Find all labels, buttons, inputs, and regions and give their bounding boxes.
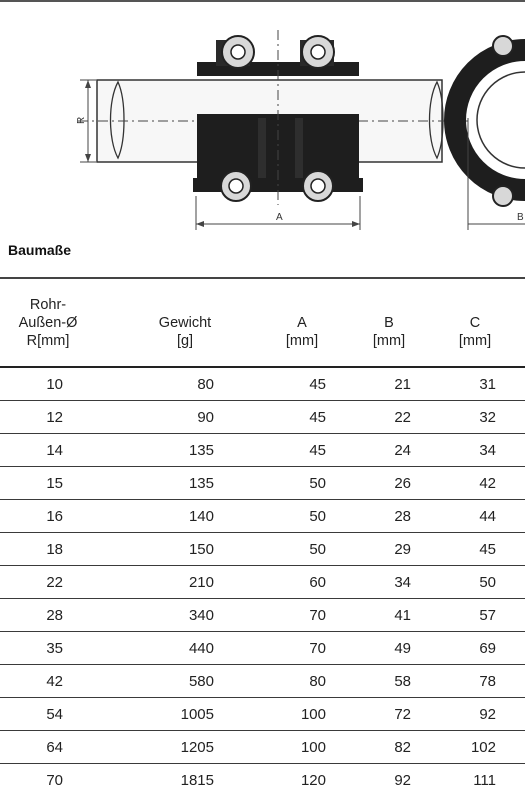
weight-cell: 340 [63, 599, 214, 632]
c-cell: 78 [411, 665, 496, 698]
row-padding [496, 500, 525, 533]
c-cell: 102 [411, 731, 496, 764]
table-row [0, 401, 525, 434]
table-row [0, 698, 525, 731]
b-cell: 41 [326, 599, 411, 632]
header-a: A [mm] [285, 315, 319, 349]
weight-cell: 210 [63, 566, 214, 599]
c-cell: 31 [411, 368, 496, 401]
row-padding [496, 401, 525, 434]
row-padding [496, 764, 525, 797]
row-padding [496, 665, 525, 698]
label-r: R [76, 116, 87, 124]
outer-diameter-cell: 14 [0, 434, 63, 467]
c-cell: 42 [411, 467, 496, 500]
header-weight: Gewicht [g] [158, 315, 212, 349]
c-cell: 111 [473, 771, 496, 789]
a-cell: 100 [214, 698, 326, 731]
a-cell: 50 [214, 500, 326, 533]
b-cell: 24 [326, 434, 411, 467]
table-row [0, 368, 525, 401]
table-row [0, 533, 525, 566]
header-c: C [mm] [458, 315, 492, 349]
weight-cell: 580 [63, 665, 214, 698]
table-row [0, 566, 525, 599]
a-cell: 100 [214, 731, 326, 764]
outer-diameter-cell: 16 [0, 500, 63, 533]
table-row [0, 467, 525, 500]
a-cell: 60 [214, 566, 326, 599]
a-cell: 70 [214, 632, 326, 665]
weight-cell: 1005 [63, 698, 214, 731]
weight-cell: 140 [63, 500, 214, 533]
a-cell: 45 [214, 434, 326, 467]
b-cell: 21 [326, 368, 411, 401]
a-cell: 80 [214, 665, 326, 698]
weight-cell: 135 [63, 467, 214, 500]
b-cell: 28 [326, 500, 411, 533]
outer-diameter-cell: 64 [0, 731, 63, 764]
row-padding [496, 731, 525, 764]
c-cell: 69 [411, 632, 496, 665]
c-cell: 34 [411, 434, 496, 467]
header-outer-diameter: Rohr- Außen-Ø R[mm] [18, 297, 78, 349]
row-padding [496, 533, 525, 566]
row-padding [496, 599, 525, 632]
weight-cell: 1815 [180, 771, 214, 789]
row-padding [496, 698, 525, 731]
outer-diameter-cell: 42 [0, 665, 63, 698]
outer-diameter-cell: 28 [0, 599, 63, 632]
b-cell: 22 [326, 401, 411, 434]
outer-diameter-cell: 10 [0, 368, 63, 401]
c-cell: 32 [411, 401, 496, 434]
label-b: B [517, 212, 524, 223]
header-b: B [mm] [372, 315, 406, 349]
b-cell: 29 [326, 533, 411, 566]
outer-diameter-cell: 12 [0, 401, 63, 434]
outer-diameter-cell: 70 [46, 771, 63, 789]
c-cell: 50 [411, 566, 496, 599]
row-padding [496, 368, 525, 401]
c-cell: 44 [411, 500, 496, 533]
outer-diameter-cell: 35 [0, 632, 63, 665]
b-cell: 49 [326, 632, 411, 665]
table-row [0, 632, 525, 665]
a-cell: 70 [214, 599, 326, 632]
c-cell: 45 [411, 533, 496, 566]
table-row [0, 665, 525, 698]
b-cell: 72 [326, 698, 411, 731]
row-padding [496, 434, 525, 467]
a-cell: 45 [214, 368, 326, 401]
dimension-a [196, 196, 360, 230]
c-cell: 92 [411, 698, 496, 731]
label-a: A [276, 212, 283, 223]
b-cell: 34 [326, 566, 411, 599]
weight-cell: 150 [63, 533, 214, 566]
row-padding [496, 632, 525, 665]
table-row [0, 434, 525, 467]
a-cell: 45 [214, 401, 326, 434]
row-padding [496, 467, 525, 500]
weight-cell: 440 [63, 632, 214, 665]
clamp-end-view [455, 36, 525, 230]
weight-cell: 1205 [63, 731, 214, 764]
title-rule [0, 277, 525, 279]
dimensions-table [0, 368, 525, 796]
b-cell: 92 [394, 771, 411, 789]
table-row [0, 764, 525, 797]
a-cell: 50 [214, 467, 326, 500]
b-cell: 26 [326, 467, 411, 500]
weight-cell: 80 [63, 368, 214, 401]
table-row [0, 500, 525, 533]
section-title: Baumaße [8, 242, 72, 258]
table-row [0, 731, 525, 764]
c-cell: 57 [411, 599, 496, 632]
b-cell: 58 [326, 665, 411, 698]
a-cell: 50 [214, 533, 326, 566]
table-row [0, 599, 525, 632]
a-cell: 120 [300, 771, 326, 789]
weight-cell: 135 [63, 434, 214, 467]
pipe-clamp-drawing [0, 0, 525, 240]
outer-diameter-cell: 54 [0, 698, 63, 731]
weight-cell: 90 [63, 401, 214, 434]
b-cell: 82 [326, 731, 411, 764]
outer-diameter-cell: 22 [0, 566, 63, 599]
outer-diameter-cell: 18 [0, 533, 63, 566]
row-padding [496, 566, 525, 599]
outer-diameter-cell: 15 [0, 467, 63, 500]
